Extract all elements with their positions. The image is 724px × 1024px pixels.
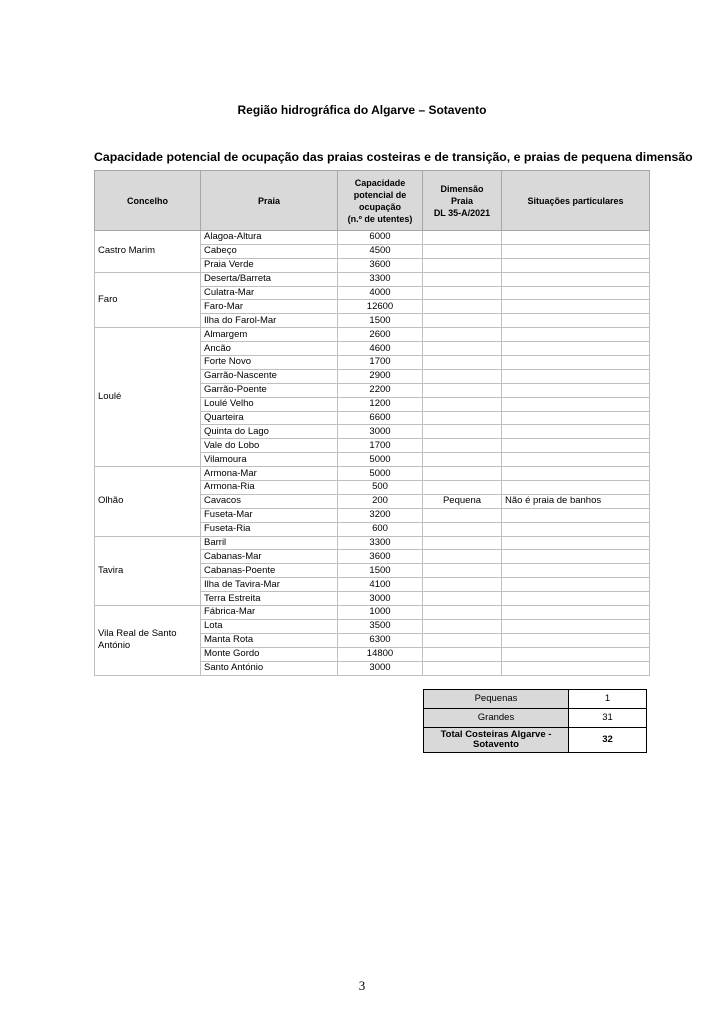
cell-capacidade: 500	[338, 481, 423, 495]
cell-praia: Garrão-Poente	[201, 383, 338, 397]
header-capacidade-line: potencial de	[353, 189, 407, 200]
cell-situacao	[502, 606, 650, 620]
cell-capacidade: 4000	[338, 286, 423, 300]
header-dimensao-line: DL 35-A/2021	[433, 207, 491, 218]
cell-praia: Fábrica-Mar	[201, 606, 338, 620]
cell-situacao	[502, 522, 650, 536]
summary-row-grandes	[424, 709, 647, 728]
cell-dimensao	[423, 522, 502, 536]
cell-praia: Cavacos	[201, 494, 338, 508]
cell-dimensao	[423, 536, 502, 550]
table-row	[95, 606, 650, 620]
cell-capacidade: 200	[338, 494, 423, 508]
cell-situacao	[502, 508, 650, 522]
cell-dimensao	[423, 342, 502, 356]
header-capacidade	[338, 171, 423, 231]
cell-situacao	[502, 411, 650, 425]
cell-situacao	[502, 397, 650, 411]
cell-praia: Deserta/Barreta	[201, 272, 338, 286]
summary-row-pequenas	[424, 690, 647, 709]
cell-situacao	[502, 439, 650, 453]
cell-praia: Quinta do Lago	[201, 425, 338, 439]
cell-capacidade: 4600	[338, 342, 423, 356]
cell-praia: Armona-Ria	[201, 481, 338, 495]
cell-capacidade: 6600	[338, 411, 423, 425]
cell-situacao	[502, 633, 650, 647]
cell-dimensao	[423, 606, 502, 620]
cell-situacao	[502, 481, 650, 495]
page-number: 3	[358, 978, 366, 993]
cell-dimensao	[423, 244, 502, 258]
cell-dimensao	[423, 258, 502, 272]
cell-praia: Monte Gordo	[201, 647, 338, 661]
cell-capacidade: 600	[338, 522, 423, 536]
cell-dimensao	[423, 467, 502, 481]
table-row	[95, 536, 650, 550]
summary-value: 31	[569, 709, 647, 728]
cell-dimensao	[423, 453, 502, 467]
cell-situacao	[502, 231, 650, 245]
cell-capacidade: 1700	[338, 439, 423, 453]
cell-capacidade: 12600	[338, 300, 423, 314]
cell-dimensao	[423, 439, 502, 453]
cell-praia: Manta Rota	[201, 633, 338, 647]
cell-concelho: Castro Marim	[95, 231, 201, 273]
cell-dimensao	[423, 578, 502, 592]
cell-situacao	[502, 536, 650, 550]
cell-dimensao	[423, 619, 502, 633]
cell-situacao	[502, 244, 650, 258]
region-title: Região hidrográfica do Algarve – Sotavento	[237, 103, 487, 117]
cell-praia: Cabanas-Poente	[201, 564, 338, 578]
cell-concelho: Vila Real de Santo António	[95, 606, 201, 675]
cell-concelho: Faro	[95, 272, 201, 328]
cell-capacidade: 3000	[338, 425, 423, 439]
header-dimensao	[423, 171, 502, 231]
table-body	[95, 231, 650, 676]
table-header-row	[95, 171, 650, 231]
cell-dimensao	[423, 314, 502, 328]
cell-situacao	[502, 619, 650, 633]
cell-praia: Barril	[201, 536, 338, 550]
cell-capacidade: 3200	[338, 508, 423, 522]
beach-capacity-table	[94, 170, 650, 676]
cell-praia: Vilamoura	[201, 453, 338, 467]
cell-concelho: Loulé	[95, 328, 201, 467]
cell-situacao	[502, 272, 650, 286]
cell-praia: Cabanas-Mar	[201, 550, 338, 564]
cell-capacidade: 1000	[338, 606, 423, 620]
cell-praia: Lota	[201, 619, 338, 633]
cell-dimensao	[423, 411, 502, 425]
cell-dimensao	[423, 369, 502, 383]
cell-capacidade: 3300	[338, 272, 423, 286]
cell-capacidade: 4500	[338, 244, 423, 258]
cell-capacidade: 2200	[338, 383, 423, 397]
cell-capacidade: 3600	[338, 258, 423, 272]
cell-situacao: Não é praia de banhos	[502, 494, 650, 508]
cell-praia: Culatra-Mar	[201, 286, 338, 300]
cell-capacidade: 3500	[338, 619, 423, 633]
cell-capacidade: 1500	[338, 564, 423, 578]
cell-situacao	[502, 647, 650, 661]
cell-capacidade: 6000	[338, 231, 423, 245]
cell-praia: Santo António	[201, 661, 338, 675]
summary-value: 1	[569, 690, 647, 709]
cell-praia: Garrão-Nascente	[201, 369, 338, 383]
cell-concelho: Olhão	[95, 467, 201, 536]
cell-praia: Forte Novo	[201, 356, 338, 370]
cell-praia: Ilha do Farol-Mar	[201, 314, 338, 328]
cell-dimensao	[423, 300, 502, 314]
header-capacidade-line: Capacidade	[354, 177, 406, 188]
cell-situacao	[502, 383, 650, 397]
cell-praia: Faro-Mar	[201, 300, 338, 314]
header-capacidade-line: ocupação	[358, 201, 401, 212]
cell-capacidade: 6300	[338, 633, 423, 647]
cell-praia: Quarteira	[201, 411, 338, 425]
cell-dimensao	[423, 481, 502, 495]
cell-praia: Cabeço	[201, 244, 338, 258]
cell-dimensao	[423, 425, 502, 439]
cell-dimensao	[423, 633, 502, 647]
cell-situacao	[502, 467, 650, 481]
cell-dimensao	[423, 397, 502, 411]
cell-situacao	[502, 342, 650, 356]
cell-situacao	[502, 300, 650, 314]
cell-situacao	[502, 314, 650, 328]
summary-value: 32	[569, 728, 647, 753]
cell-situacao	[502, 592, 650, 606]
cell-capacidade: 1500	[338, 314, 423, 328]
header-situacoes: Situações particulares	[502, 171, 650, 231]
cell-situacao	[502, 564, 650, 578]
table-row	[95, 467, 650, 481]
summary-table	[423, 689, 647, 753]
header-dimensao-line: Dimensão	[440, 183, 484, 194]
cell-concelho: Tavira	[95, 536, 201, 605]
cell-dimensao	[423, 564, 502, 578]
header-concelho: Concelho	[95, 171, 201, 231]
cell-situacao	[502, 453, 650, 467]
cell-dimensao	[423, 661, 502, 675]
cell-situacao	[502, 328, 650, 342]
cell-situacao	[502, 286, 650, 300]
cell-capacidade: 5000	[338, 467, 423, 481]
cell-dimensao	[423, 231, 502, 245]
cell-praia: Ilha de Tavira-Mar	[201, 578, 338, 592]
cell-situacao	[502, 258, 650, 272]
cell-praia: Praia Verde	[201, 258, 338, 272]
cell-dimensao	[423, 383, 502, 397]
cell-capacidade: 1700	[338, 356, 423, 370]
cell-capacidade: 3600	[338, 550, 423, 564]
cell-dimensao	[423, 508, 502, 522]
cell-capacidade: 2600	[338, 328, 423, 342]
cell-praia: Loulé Velho	[201, 397, 338, 411]
cell-dimensao	[423, 592, 502, 606]
cell-dimensao	[423, 356, 502, 370]
header-capacidade-line: (n.º de utentes)	[347, 213, 413, 224]
header-praia: Praia	[201, 171, 338, 231]
cell-dimensao	[423, 328, 502, 342]
cell-dimensao	[423, 286, 502, 300]
cell-situacao	[502, 550, 650, 564]
cell-praia: Vale do Lobo	[201, 439, 338, 453]
cell-situacao	[502, 356, 650, 370]
cell-praia: Terra Estreita	[201, 592, 338, 606]
cell-situacao	[502, 369, 650, 383]
cell-praia: Fuseta-Mar	[201, 508, 338, 522]
cell-capacidade: 3300	[338, 536, 423, 550]
cell-praia: Almargem	[201, 328, 338, 342]
cell-situacao	[502, 425, 650, 439]
cell-capacidade: 2900	[338, 369, 423, 383]
cell-praia: Ancão	[201, 342, 338, 356]
cell-situacao	[502, 661, 650, 675]
summary-label: Grandes	[424, 709, 569, 728]
cell-dimensao: Pequena	[423, 494, 502, 508]
cell-capacidade: 4100	[338, 578, 423, 592]
cell-praia: Armona-Mar	[201, 467, 338, 481]
summary-row-total	[424, 728, 647, 753]
table-row	[95, 328, 650, 342]
table-row	[95, 231, 650, 245]
cell-praia: Fuseta-Ria	[201, 522, 338, 536]
table-caption: Capacidade potencial de ocupação das praias costeiras e de transição, e praias de pequena dimensão	[94, 150, 693, 164]
summary-label: Total Costeiras Algarve - Sotavento	[424, 728, 569, 753]
cell-capacidade: 5000	[338, 453, 423, 467]
cell-situacao	[502, 578, 650, 592]
summary-label: Pequenas	[424, 690, 569, 709]
cell-dimensao	[423, 647, 502, 661]
header-dimensao-line: Praia	[450, 195, 474, 206]
cell-capacidade: 1200	[338, 397, 423, 411]
cell-capacidade: 3000	[338, 661, 423, 675]
cell-praia: Alagoa-Altura	[201, 231, 338, 245]
table-row	[95, 272, 650, 286]
cell-dimensao	[423, 272, 502, 286]
cell-capacidade: 14800	[338, 647, 423, 661]
cell-capacidade: 3000	[338, 592, 423, 606]
cell-dimensao	[423, 550, 502, 564]
